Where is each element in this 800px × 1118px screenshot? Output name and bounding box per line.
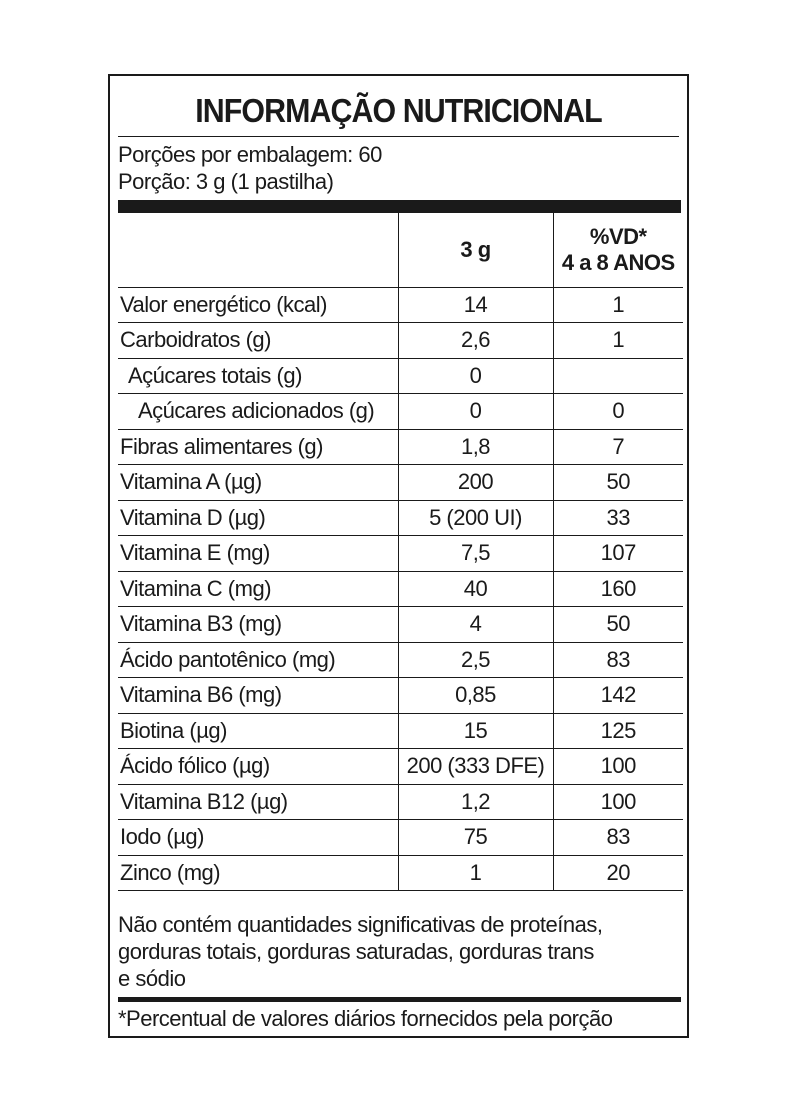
table-row (118, 678, 683, 714)
nutrient-amount: 40 (398, 571, 553, 607)
nutrient-label: Ácido pantotênico (mg) (118, 642, 398, 678)
nutrient-amount: 15 (398, 713, 553, 749)
header-daily-value (553, 213, 683, 287)
nutrition-facts-panel (108, 74, 689, 1038)
title-divider (118, 136, 679, 137)
nutrient-label: Vitamina A (µg) (118, 465, 398, 501)
nutrient-amount: 1,8 (398, 429, 553, 465)
header-vd-line1: %VD* (589, 223, 647, 249)
table-header-row (118, 213, 683, 287)
table-row (118, 820, 683, 856)
nutrient-daily-value: 20 (553, 855, 683, 891)
nutrient-label: Vitamina B6 (mg) (118, 678, 398, 714)
table-row (118, 784, 683, 820)
nutrient-daily-value: 7 (553, 429, 683, 465)
table-row (118, 749, 683, 785)
nutrient-amount: 200 (398, 465, 553, 501)
nutrient-daily-value: 83 (553, 642, 683, 678)
table-row (118, 607, 683, 643)
nutrient-amount: 7,5 (398, 536, 553, 572)
table-row (118, 855, 683, 891)
nutrient-daily-value: 33 (553, 500, 683, 536)
serving-size: Porção: 3 g (1 pastilha) (118, 169, 334, 194)
footnote-divider (118, 997, 681, 1002)
footnote-line: Não contém quantidades significativas de proteínas, (118, 912, 603, 937)
thick-divider (118, 200, 681, 213)
nutrient-label: Valor energético (kcal) (118, 287, 398, 323)
nutrient-amount: 0 (398, 394, 553, 430)
nutrient-amount: 2,6 (398, 323, 553, 359)
nutrient-label: Vitamina E (mg) (118, 536, 398, 572)
nutrient-label: Carboidratos (g) (118, 323, 398, 359)
nutrient-label: Vitamina C (mg) (118, 571, 398, 607)
nutrient-label: Iodo (µg) (118, 820, 398, 856)
header-vd-line2: 4 a 8 ANOS (561, 249, 675, 275)
nutrient-daily-value: 50 (553, 465, 683, 501)
nutrient-daily-value: 100 (553, 784, 683, 820)
footnote-not-significant (118, 911, 678, 992)
nutrient-label: Açúcares adicionados (g) (118, 394, 398, 430)
table-row (118, 713, 683, 749)
footnote-line: e sódio (118, 966, 186, 991)
nutrient-amount: 0,85 (398, 678, 553, 714)
nutrient-daily-value: 160 (553, 571, 683, 607)
table-row (118, 571, 683, 607)
table-row (118, 465, 683, 501)
nutrient-label: Açúcares totais (g) (118, 358, 398, 394)
nutrient-daily-value: 107 (553, 536, 683, 572)
table-row (118, 394, 683, 430)
nutrient-amount: 2,5 (398, 642, 553, 678)
table-row (118, 500, 683, 536)
panel-title: INFORMAÇÃO NUTRICIONAL (195, 92, 602, 129)
header-blank-cell (118, 213, 398, 287)
table-row (118, 536, 683, 572)
nutrient-label: Zinco (mg) (118, 855, 398, 891)
nutrient-label: Biotina (µg) (118, 713, 398, 749)
nutrient-amount: 0 (398, 358, 553, 394)
nutrient-daily-value (553, 358, 683, 394)
nutrient-label: Ácido fólico (µg) (118, 749, 398, 785)
nutrient-label: Fibras alimentares (g) (118, 429, 398, 465)
nutrient-daily-value: 1 (553, 323, 683, 359)
table-row (118, 429, 683, 465)
nutrition-table (118, 213, 683, 891)
nutrient-daily-value: 125 (553, 713, 683, 749)
nutrient-amount: 1 (398, 855, 553, 891)
table-row (118, 287, 683, 323)
nutrient-amount: 14 (398, 287, 553, 323)
nutrient-amount: 5 (200 UI) (398, 500, 553, 536)
nutrient-daily-value: 0 (553, 394, 683, 430)
nutrient-label: Vitamina B12 (µg) (118, 784, 398, 820)
table-row (118, 323, 683, 359)
nutrient-daily-value: 142 (553, 678, 683, 714)
table-row (118, 358, 683, 394)
nutrient-label: Vitamina B3 (mg) (118, 607, 398, 643)
nutrient-daily-value: 83 (553, 820, 683, 856)
nutrient-amount: 1,2 (398, 784, 553, 820)
header-amount: 3 g (398, 213, 553, 287)
daily-value-note: *Percentual de valores diários fornecidos pela porção (118, 1006, 613, 1031)
nutrient-amount: 200 (333 DFE) (398, 749, 553, 785)
servings-per-package: Porções por embalagem: 60 (118, 142, 382, 167)
nutrient-daily-value: 1 (553, 287, 683, 323)
nutrient-amount: 75 (398, 820, 553, 856)
nutrient-amount: 4 (398, 607, 553, 643)
footnote-line: gorduras totais, gorduras saturadas, gorduras trans (118, 939, 594, 964)
table-row (118, 642, 683, 678)
nutrient-daily-value: 100 (553, 749, 683, 785)
nutrient-daily-value: 50 (553, 607, 683, 643)
nutrient-label: Vitamina D (µg) (118, 500, 398, 536)
